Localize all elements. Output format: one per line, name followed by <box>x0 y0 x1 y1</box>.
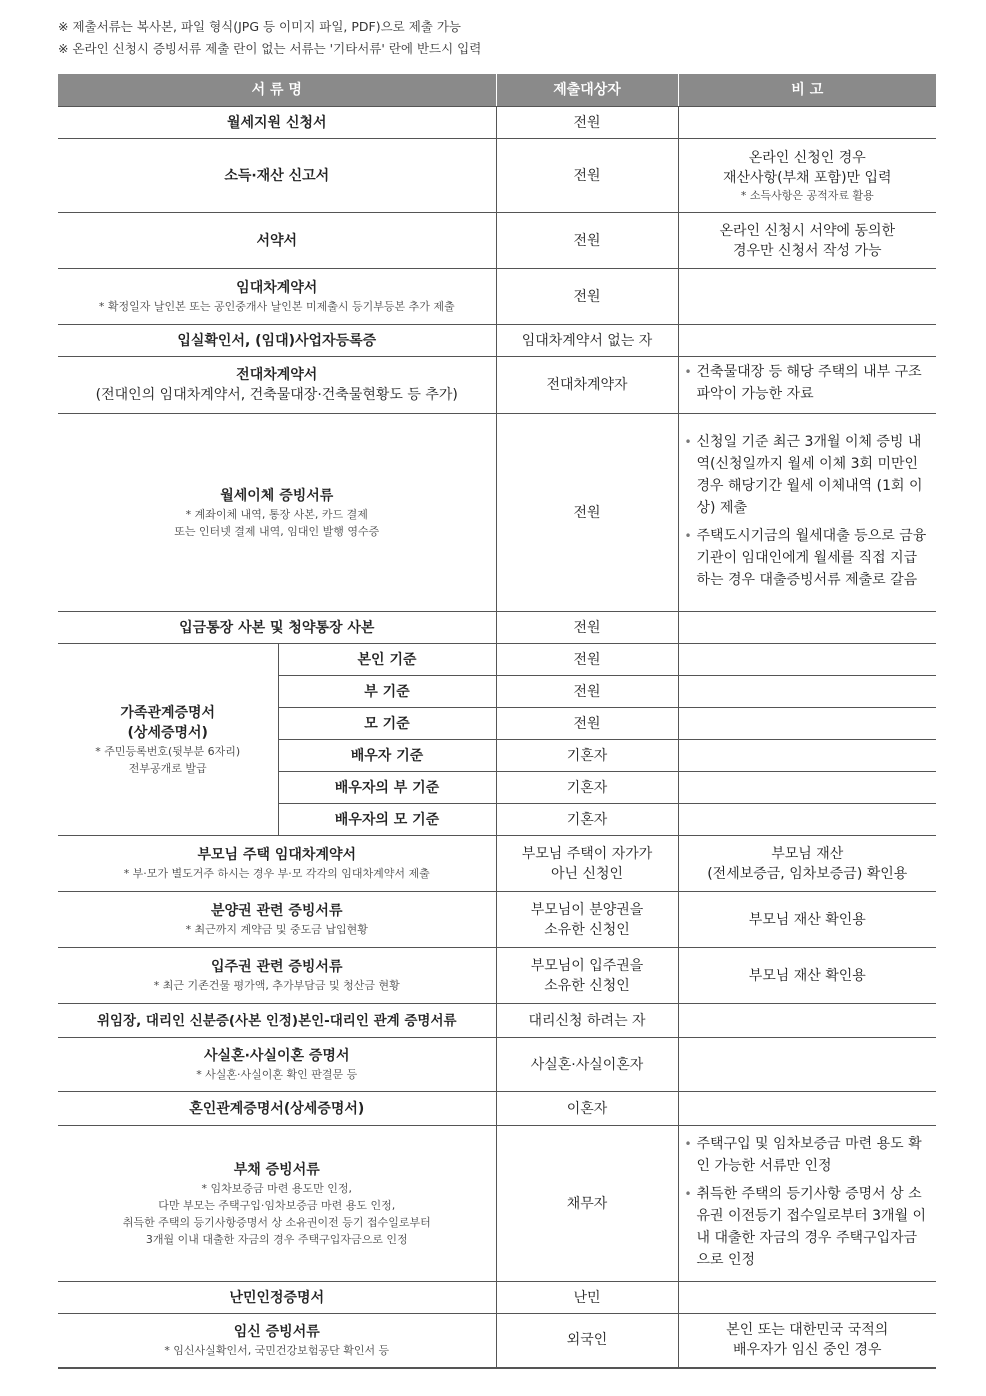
doc-name: 월세지원 신청서 <box>58 107 496 139</box>
doc-target: 전원 <box>496 708 678 740</box>
remark-bullet: • 주택구입 및 임차보증금 마련 용도 확인 가능한 서류만 인정 <box>685 1133 931 1177</box>
doc-remark <box>678 644 936 676</box>
family-basis: 본인 기준 <box>278 644 496 676</box>
header-document-name: 서 류 명 <box>58 74 496 107</box>
doc-target-cell <box>496 948 678 1004</box>
doc-name-cell <box>58 836 496 892</box>
doc-sub: * 주민등록번호(뒷부분 6자리) <box>95 744 241 758</box>
doc-name: (상세증명서) <box>127 724 208 741</box>
remark-line: 경우만 신청서 작성 가능 <box>732 242 882 259</box>
doc-sub: * 임차보증금 마련 용도만 인정, <box>201 1181 352 1195</box>
doc-remark <box>678 772 936 804</box>
doc-sub: * 임신사실확인서, 국민건강보험공단 확인서 등 <box>164 1343 390 1357</box>
doc-target: 부모님 주택이 자가가 <box>521 845 653 862</box>
table-row <box>58 325 936 357</box>
doc-target: 기혼자 <box>496 740 678 772</box>
header-target: 제출대상자 <box>496 74 678 107</box>
doc-remark <box>678 414 936 612</box>
doc-name: 전대차계약서 <box>236 367 318 383</box>
doc-remark <box>678 1282 936 1314</box>
doc-sub: * 사실혼·사실이혼 확인 판결문 등 <box>196 1068 358 1081</box>
remark-bullet: • 건축물대장 등 해당 주택의 내부 구조 파악이 가능한 자료 <box>685 361 931 405</box>
doc-name: 입실확인서, (임대)사업자등록증 <box>58 325 496 357</box>
table-row <box>58 357 936 414</box>
doc-remark <box>678 836 936 892</box>
doc-target: 전원 <box>496 644 678 676</box>
table-header-row <box>58 74 936 107</box>
table-row <box>58 892 936 948</box>
doc-target: 소유한 신청인 <box>544 977 630 994</box>
doc-target-cell <box>496 836 678 892</box>
doc-name-cell <box>58 269 496 325</box>
doc-target-cell <box>496 892 678 948</box>
table-row <box>58 836 936 892</box>
doc-name: 분양권 관련 증빙서류 <box>211 903 343 919</box>
doc-name: 혼인관계증명서(상세증명서) <box>58 1092 496 1126</box>
table-row <box>58 414 936 612</box>
doc-target: 사실혼·사실이혼자 <box>496 1038 678 1092</box>
doc-sub: 전부공개로 발급 <box>128 761 207 775</box>
documents-table <box>58 74 936 1369</box>
doc-sub: 3개월 이내 대출한 자금의 경우 주택구입자금으로 인정 <box>145 1232 408 1246</box>
doc-name-cell <box>58 414 496 612</box>
remark-bullet: • 주택도시기금의 월세대출 등으로 금융기관이 임대인에게 월세를 직접 지급하는 경우 대출증빙서류 제출로 갈음 <box>685 525 931 591</box>
doc-remark <box>678 676 936 708</box>
table-row <box>58 1282 936 1314</box>
remark-line: 본인 또는 대한민국 국적의 <box>726 1322 889 1339</box>
remark-bullet: • 취득한 주택의 등기사항 증명서 상 소유권 이전등기 접수일로부터 3개월 이내 대출한 자금의 경우 주택구입자금으로 인정 <box>685 1183 931 1271</box>
doc-remark: 부모님 재산 확인용 <box>678 948 936 1004</box>
doc-name-cell <box>58 948 496 1004</box>
remark-bullet: • 신청일 기준 최근 3개월 이체 증빙 내역(신청일까지 월세 이체 3회 미만인 경우 해당기간 월세 이체내역 (1회 이상) 제출 <box>685 431 931 519</box>
doc-name-cell <box>58 1314 496 1368</box>
notes <box>58 16 481 60</box>
doc-target: 전대차계약자 <box>496 357 678 414</box>
doc-name-cell <box>58 1126 496 1282</box>
table-row <box>58 612 936 644</box>
doc-name: 월세이체 증빙서류 <box>220 487 334 504</box>
doc-remark <box>678 357 936 414</box>
doc-name: 입금통장 사본 및 청약통장 사본 <box>58 612 496 644</box>
table-row <box>58 1126 936 1282</box>
doc-remark: 부모님 재산 확인용 <box>678 892 936 948</box>
doc-name: 임대차계약서 <box>236 280 318 296</box>
doc-target: 기혼자 <box>496 804 678 836</box>
doc-target: 난민 <box>496 1282 678 1314</box>
note-line: ※ 온라인 신청시 증빙서류 제출 란이 없는 서류는 '기타서류' 란에 반드시 입력 <box>58 41 482 56</box>
table-row <box>58 139 936 213</box>
doc-target: 기혼자 <box>496 772 678 804</box>
doc-target: 전원 <box>496 139 678 213</box>
doc-target: 전원 <box>496 676 678 708</box>
doc-sub: * 최근 기존건물 평가액, 추가부담금 및 청산금 현황 <box>153 979 400 992</box>
doc-sub: 또는 인터넷 결제 내역, 임대인 발행 영수증 <box>174 524 380 538</box>
table-row <box>58 1314 936 1368</box>
doc-target: 부모님이 분양권을 <box>530 901 644 918</box>
doc-target: 대리신청 하려는 자 <box>496 1004 678 1038</box>
doc-remark <box>678 1092 936 1126</box>
table-row <box>58 1092 936 1126</box>
table-row <box>58 213 936 269</box>
table-row <box>58 107 936 139</box>
family-basis: 배우자의 모 기준 <box>278 804 496 836</box>
doc-remark <box>678 269 936 325</box>
remark-footnote: * 소득사항은 공적자료 활용 <box>740 188 874 202</box>
doc-remark <box>678 107 936 139</box>
table-row <box>58 269 936 325</box>
table-row <box>58 644 936 676</box>
doc-name: 소득·재산 신고서 <box>58 139 496 213</box>
doc-sub: (전대인의 임대차계약서, 건축물대장·건축물현황도 등 추가) <box>95 387 458 403</box>
doc-name: 입주권 관련 증빙서류 <box>211 959 343 975</box>
doc-name: 위임장, 대리인 신분증(사본 인정)본인-대리인 관계 증명서류 <box>58 1004 496 1038</box>
doc-sub: 다만 부모는 주택구입·임차보증금 마련 용도 인정, <box>158 1198 396 1212</box>
doc-remark <box>678 804 936 836</box>
doc-sub: * 최근까지 계약금 및 중도금 납입현황 <box>185 923 368 936</box>
doc-sub: * 계좌이체 내역, 통장 사본, 카드 결제 <box>185 507 368 521</box>
doc-name: 가족관계증명서 <box>120 704 216 721</box>
doc-target: 전원 <box>496 414 678 612</box>
doc-target: 전원 <box>496 269 678 325</box>
doc-name-cell <box>58 1038 496 1092</box>
table-row <box>58 1038 936 1092</box>
doc-sub: * 확정일자 날인본 또는 공인중개사 날인본 미제출시 등기부등본 추가 제출 <box>98 300 455 313</box>
remark-line: 부모님 재산 <box>771 845 844 862</box>
doc-name: 부채 증빙서류 <box>233 1161 320 1178</box>
doc-target: 채무자 <box>496 1126 678 1282</box>
doc-remark <box>678 139 936 213</box>
doc-name-cell <box>58 892 496 948</box>
remark-line: 온라인 신청시 서약에 동의한 <box>719 222 896 239</box>
family-basis: 모 기준 <box>278 708 496 740</box>
family-basis: 부 기준 <box>278 676 496 708</box>
doc-target: 아닌 신청인 <box>550 865 624 882</box>
doc-name: 임신 증빙서류 <box>233 1323 320 1340</box>
doc-target: 부모님이 입주권을 <box>530 957 644 974</box>
doc-remark <box>678 1126 936 1282</box>
table-row <box>58 1004 936 1038</box>
doc-name: 난민인정증명서 <box>58 1282 496 1314</box>
remark-line: 온라인 신청인 경우 <box>748 149 866 166</box>
doc-remark <box>678 1038 936 1092</box>
note-line: ※ 제출서류는 복사본, 파일 형식(JPG 등 이미지 파일, PDF)으로 제출 가능 <box>58 19 461 34</box>
doc-target: 이혼자 <box>496 1092 678 1126</box>
family-cert-cell <box>58 644 278 836</box>
doc-target: 소유한 신청인 <box>544 921 630 938</box>
doc-sub: * 부·모가 별도거주 하시는 경우 부·모 각각의 임대차계약서 제출 <box>123 867 430 880</box>
remark-line: 배우자가 임신 중인 경우 <box>732 1342 882 1359</box>
family-basis: 배우자의 부 기준 <box>278 772 496 804</box>
doc-target: 전원 <box>496 107 678 139</box>
doc-target: 임대차계약서 없는 자 <box>496 325 678 357</box>
doc-remark <box>678 708 936 740</box>
doc-name: 서약서 <box>58 213 496 269</box>
doc-remark <box>678 740 936 772</box>
table-row <box>58 948 936 1004</box>
doc-remark <box>678 213 936 269</box>
doc-target: 전원 <box>496 213 678 269</box>
doc-target: 전원 <box>496 612 678 644</box>
family-basis: 배우자 기준 <box>278 740 496 772</box>
doc-name: 부모님 주택 임대차계약서 <box>197 847 357 863</box>
doc-name: 사실혼·사실이혼 증명서 <box>204 1048 350 1064</box>
doc-remark <box>678 612 936 644</box>
header-remark: 비 고 <box>678 74 936 107</box>
doc-remark <box>678 1314 936 1368</box>
doc-sub: 취득한 주택의 등기사항증명서 상 소유권이전 등기 접수일로부터 <box>122 1215 431 1229</box>
doc-remark <box>678 1004 936 1038</box>
remark-line: (전세보증금, 임차보증금) 확인용 <box>707 865 908 882</box>
doc-name-cell <box>58 357 496 414</box>
doc-target: 외국인 <box>496 1314 678 1368</box>
doc-remark <box>678 325 936 357</box>
remark-line: 재산사항(부채 포함)만 입력 <box>722 169 892 186</box>
